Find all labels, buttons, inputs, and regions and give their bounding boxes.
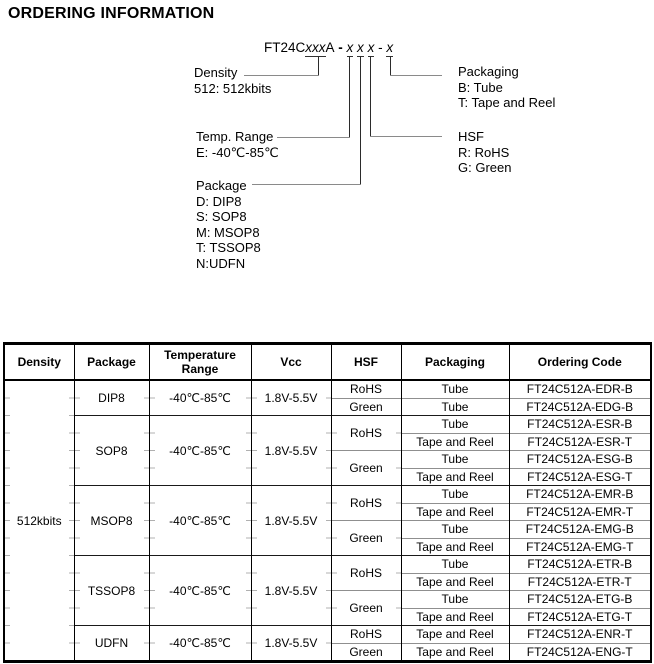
- part-number-segment: x: [357, 40, 364, 57]
- package-cell: UDFN: [74, 626, 149, 662]
- vcc-cell: 1.8V-5.5V: [251, 380, 331, 416]
- temperature-cell: -40℃-85℃: [149, 556, 251, 626]
- ordering-code-cell: FT24C512A-ESG-B: [509, 451, 651, 469]
- legend-option: S: SOP8: [196, 209, 247, 224]
- ordering-code-cell: FT24C512A-ETG-B: [509, 591, 651, 609]
- vcc-cell: 1.8V-5.5V: [251, 556, 331, 626]
- legend-packaging: [458, 64, 555, 111]
- legend-hsf-title: HSF: [458, 129, 484, 144]
- legend-density: [194, 65, 271, 96]
- table-row: [4, 380, 651, 398]
- table-row: [4, 486, 651, 504]
- ordering-code-cell: FT24C512A-EMR-B: [509, 486, 651, 504]
- hsf-cell: Green: [331, 643, 401, 662]
- part-number-segment: FT24C: [264, 40, 306, 55]
- temperature-cell: -40℃-85℃: [149, 380, 251, 416]
- packaging-cell: Tape and Reel: [401, 433, 509, 451]
- legend-temp-range: [196, 129, 279, 160]
- hsf-cell: RoHS: [331, 380, 401, 398]
- packaging-cell: Tube: [401, 556, 509, 574]
- page-title: ORDERING INFORMATION: [8, 5, 215, 22]
- connector-line-horizontal: [252, 184, 361, 185]
- vcc-cell: 1.8V-5.5V: [251, 486, 331, 556]
- package-cell: SOP8: [74, 416, 149, 486]
- connector-line-vertical: [360, 56, 361, 185]
- connector-line-vertical: [390, 56, 391, 76]
- column-header: Package: [74, 344, 149, 381]
- legend-package-title: Package: [196, 178, 247, 193]
- connector-line-vertical: [349, 56, 350, 138]
- legend-packaging-options: [458, 80, 555, 111]
- hsf-cell: Green: [331, 451, 401, 486]
- ordering-code-cell: FT24C512A-EMG-T: [509, 538, 651, 556]
- connector-line-vertical: [318, 56, 319, 76]
- part-number-segment: x: [368, 40, 375, 57]
- legend-hsf: [458, 129, 511, 176]
- package-cell: TSSOP8: [74, 556, 149, 626]
- legend-option: B: Tube: [458, 79, 503, 95]
- packaging-cell: Tape and Reel: [401, 626, 509, 644]
- packaging-cell: Tape and Reel: [401, 643, 509, 662]
- table-header-row: [4, 344, 651, 381]
- ordering-code-cell: FT24C512A-ESR-T: [509, 433, 651, 451]
- vcc-cell: 1.8V-5.5V: [251, 626, 331, 662]
- density-cell: 512kbits: [4, 380, 74, 662]
- packaging-cell: Tube: [401, 521, 509, 539]
- column-header: Temperature Range: [149, 344, 251, 381]
- column-header: HSF: [331, 344, 401, 381]
- legend-hsf-options: [458, 145, 511, 176]
- packaging-cell: Tube: [401, 486, 509, 504]
- table-row: [4, 556, 651, 574]
- part-number: [264, 40, 393, 57]
- legend-option: E: -40℃-85℃: [196, 144, 279, 160]
- ordering-code-cell: FT24C512A-EDG-B: [509, 398, 651, 416]
- legend-option: T: Tape and Reel: [458, 95, 556, 110]
- legend-option: 512: 512kbits: [194, 80, 272, 96]
- ordering-code-cell: FT24C512A-ENR-T: [509, 626, 651, 644]
- connector-line-horizontal: [277, 137, 350, 138]
- part-number-segment: -: [374, 40, 387, 55]
- packaging-cell: Tube: [401, 451, 509, 469]
- column-header: Vcc: [251, 344, 331, 381]
- packaging-cell: Tape and Reel: [401, 538, 509, 556]
- packaging-cell: Tape and Reel: [401, 503, 509, 521]
- vcc-cell: 1.8V-5.5V: [251, 416, 331, 486]
- legend-package: [196, 178, 261, 271]
- hsf-cell: Green: [331, 591, 401, 626]
- package-cell: DIP8: [74, 380, 149, 416]
- ordering-code-cell: FT24C512A-EDR-B: [509, 380, 651, 398]
- legend-option: N:UDFN: [196, 255, 246, 271]
- legend-option: G: Green: [458, 160, 512, 175]
- table-body: [4, 380, 651, 662]
- temperature-cell: -40℃-85℃: [149, 486, 251, 556]
- packaging-cell: Tube: [401, 398, 509, 416]
- ordering-code-cell: FT24C512A-ETG-T: [509, 608, 651, 626]
- table-row: [4, 416, 651, 434]
- legend-temp-range-title: Temp. Range: [196, 129, 274, 144]
- legend-option: T: TSSOP8: [196, 240, 261, 255]
- part-number-segment: A: [325, 40, 335, 55]
- legend-density-options: [194, 81, 271, 97]
- hsf-cell: RoHS: [331, 416, 401, 451]
- part-number-segment: xxx: [305, 40, 325, 57]
- ordering-code-cell: FT24C512A-ETR-T: [509, 573, 651, 591]
- connector-line-horizontal: [370, 136, 442, 137]
- ordering-code-cell: FT24C512A-ENG-T: [509, 643, 651, 662]
- packaging-cell: Tape and Reel: [401, 573, 509, 591]
- connector-line-horizontal: [390, 75, 442, 76]
- hsf-cell: RoHS: [331, 556, 401, 591]
- packaging-cell: Tape and Reel: [401, 608, 509, 626]
- column-header: Ordering Code: [509, 344, 651, 381]
- temperature-cell: -40℃-85℃: [149, 416, 251, 486]
- connector-line-vertical: [370, 56, 371, 137]
- legend-option: R: RoHS: [458, 144, 510, 160]
- hsf-cell: RoHS: [331, 486, 401, 521]
- column-header: Density: [4, 344, 74, 381]
- hsf-cell: Green: [331, 521, 401, 556]
- part-number-segment: -: [334, 40, 347, 55]
- packaging-cell: Tube: [401, 416, 509, 434]
- legend-option: D: DIP8: [196, 193, 242, 209]
- legend-packaging-title: Packaging: [458, 64, 519, 79]
- column-header: Packaging: [401, 344, 509, 381]
- legend-option: M: MSOP8: [196, 224, 260, 240]
- legend-density-title: Density: [194, 65, 238, 80]
- ordering-code-cell: FT24C512A-EMR-T: [509, 503, 651, 521]
- ordering-table: [3, 342, 652, 663]
- part-number-segment: x: [386, 40, 393, 57]
- table-header: [4, 344, 651, 381]
- ordering-code-cell: FT24C512A-ETR-B: [509, 556, 651, 574]
- table-row: [4, 626, 651, 644]
- packaging-cell: Tape and Reel: [401, 468, 509, 486]
- ordering-code-cell: FT24C512A-EMG-B: [509, 521, 651, 539]
- ordering-code-cell: FT24C512A-ESR-B: [509, 416, 651, 434]
- part-number-segment: x: [347, 40, 354, 57]
- packaging-cell: Tube: [401, 591, 509, 609]
- packaging-cell: Tube: [401, 380, 509, 398]
- ordering-code-cell: FT24C512A-ESG-T: [509, 468, 651, 486]
- legend-temp-range-options: [196, 145, 279, 161]
- legend-package-options: [196, 194, 261, 272]
- temperature-cell: -40℃-85℃: [149, 626, 251, 662]
- hsf-cell: RoHS: [331, 626, 401, 644]
- package-cell: MSOP8: [74, 486, 149, 556]
- hsf-cell: Green: [331, 398, 401, 416]
